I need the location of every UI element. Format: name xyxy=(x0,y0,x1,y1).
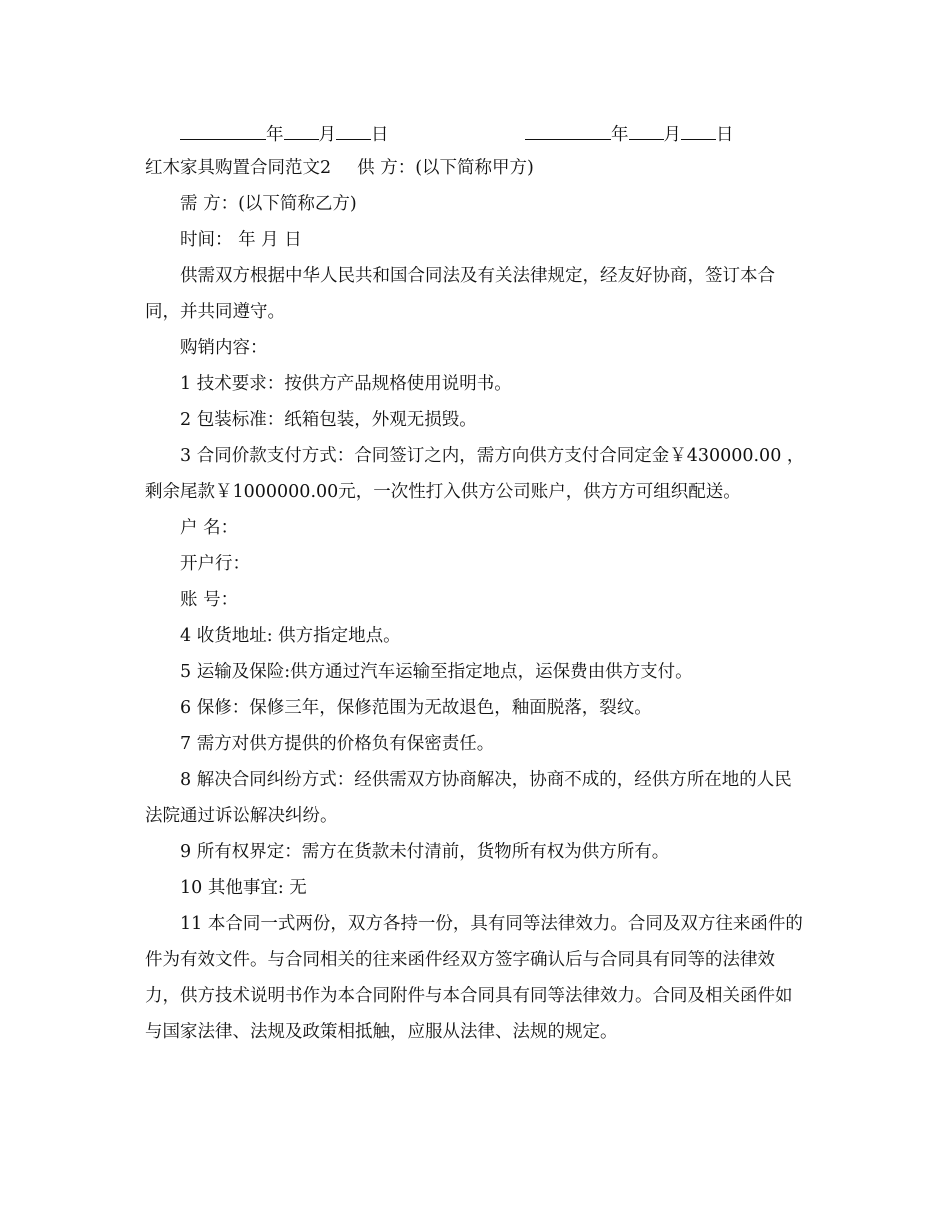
contract-body xyxy=(145,150,805,1050)
year-blank xyxy=(180,121,266,140)
clause-2: 2 包装标准：纸箱包装，外观无损毁。 xyxy=(180,410,477,430)
time-line: 时间： 年 月 日 xyxy=(180,230,302,250)
clause-8: 8 解决合同纠纷方式：经供需双方协商解决，协商不成的，经供方所在地的人民法院通过诉讼解决纠纷。 xyxy=(145,770,792,826)
date-line-right xyxy=(525,121,734,146)
intro-paragraph: 供需双方根据中华人民共和国合同法及有关法律规定，经友好协商，签订本合同，并共同遵守。 xyxy=(145,266,775,322)
clause-3: 3 合同价款支付方式：合同签订之内，需方向供方支付合同定金￥430000.00 ，剩余尾款￥1000000.00元，一次性打入供方公司账户，供方方可组织配送。 xyxy=(145,446,805,502)
buyer-line: 需 方：(以下简称乙方) xyxy=(180,194,357,214)
clause-9: 9 所有权界定：需方在货款未付清前，货物所有权为供方所有。 xyxy=(180,842,670,862)
bank-line: 开户行： xyxy=(180,554,250,574)
day-label: 日 xyxy=(716,125,734,145)
account-number-line: 账 号： xyxy=(180,590,239,610)
clause-11: 11 本合同一式两份，双方各持一份，具有同等法律效力。合同及双方往来函件的 件为有效文件。与合同相关的往来函件经双方签字确认后与合同具有同等的法律效力，供方技术说明书作为本合同附件与本合同具有同等法律效力。合同及相关函件如与国家法律、法规及政策相抵触，应服从法律、法规的规定。 xyxy=(145,914,803,1042)
clause-10: 10 其他事宜: 无 xyxy=(180,878,307,898)
title-line xyxy=(145,150,805,186)
document-title: 红木家具购置合同范文2 xyxy=(145,158,332,178)
clause-5: 5 运输及保险:供方通过汽车运输至指定地点，运保费由供方支付。 xyxy=(180,662,693,682)
day-blank xyxy=(336,121,371,140)
month-blank xyxy=(629,121,664,140)
month-label: 月 xyxy=(318,125,336,145)
year-label: 年 xyxy=(611,125,629,145)
year-label: 年 xyxy=(266,125,284,145)
clause-6: 6 保修：保修三年，保修范围为无故退色，釉面脱落，裂纹。 xyxy=(180,698,652,718)
month-label: 月 xyxy=(663,125,681,145)
clause-7: 7 需方对供方提供的价格负有保密责任。 xyxy=(180,734,495,754)
day-label: 日 xyxy=(371,125,389,145)
account-name-line: 户 名： xyxy=(180,518,239,538)
supplier-line: 供 方：(以下简称甲方) xyxy=(357,158,534,178)
clause-4: 4 收货地址: 供方指定地点。 xyxy=(180,626,401,646)
year-blank xyxy=(525,121,611,140)
day-blank xyxy=(681,121,716,140)
month-blank xyxy=(284,121,319,140)
date-line-left xyxy=(180,121,389,146)
clause-1: 1 技术要求：按供方产品规格使用说明书。 xyxy=(180,374,512,394)
section-heading: 购销内容： xyxy=(180,338,268,358)
